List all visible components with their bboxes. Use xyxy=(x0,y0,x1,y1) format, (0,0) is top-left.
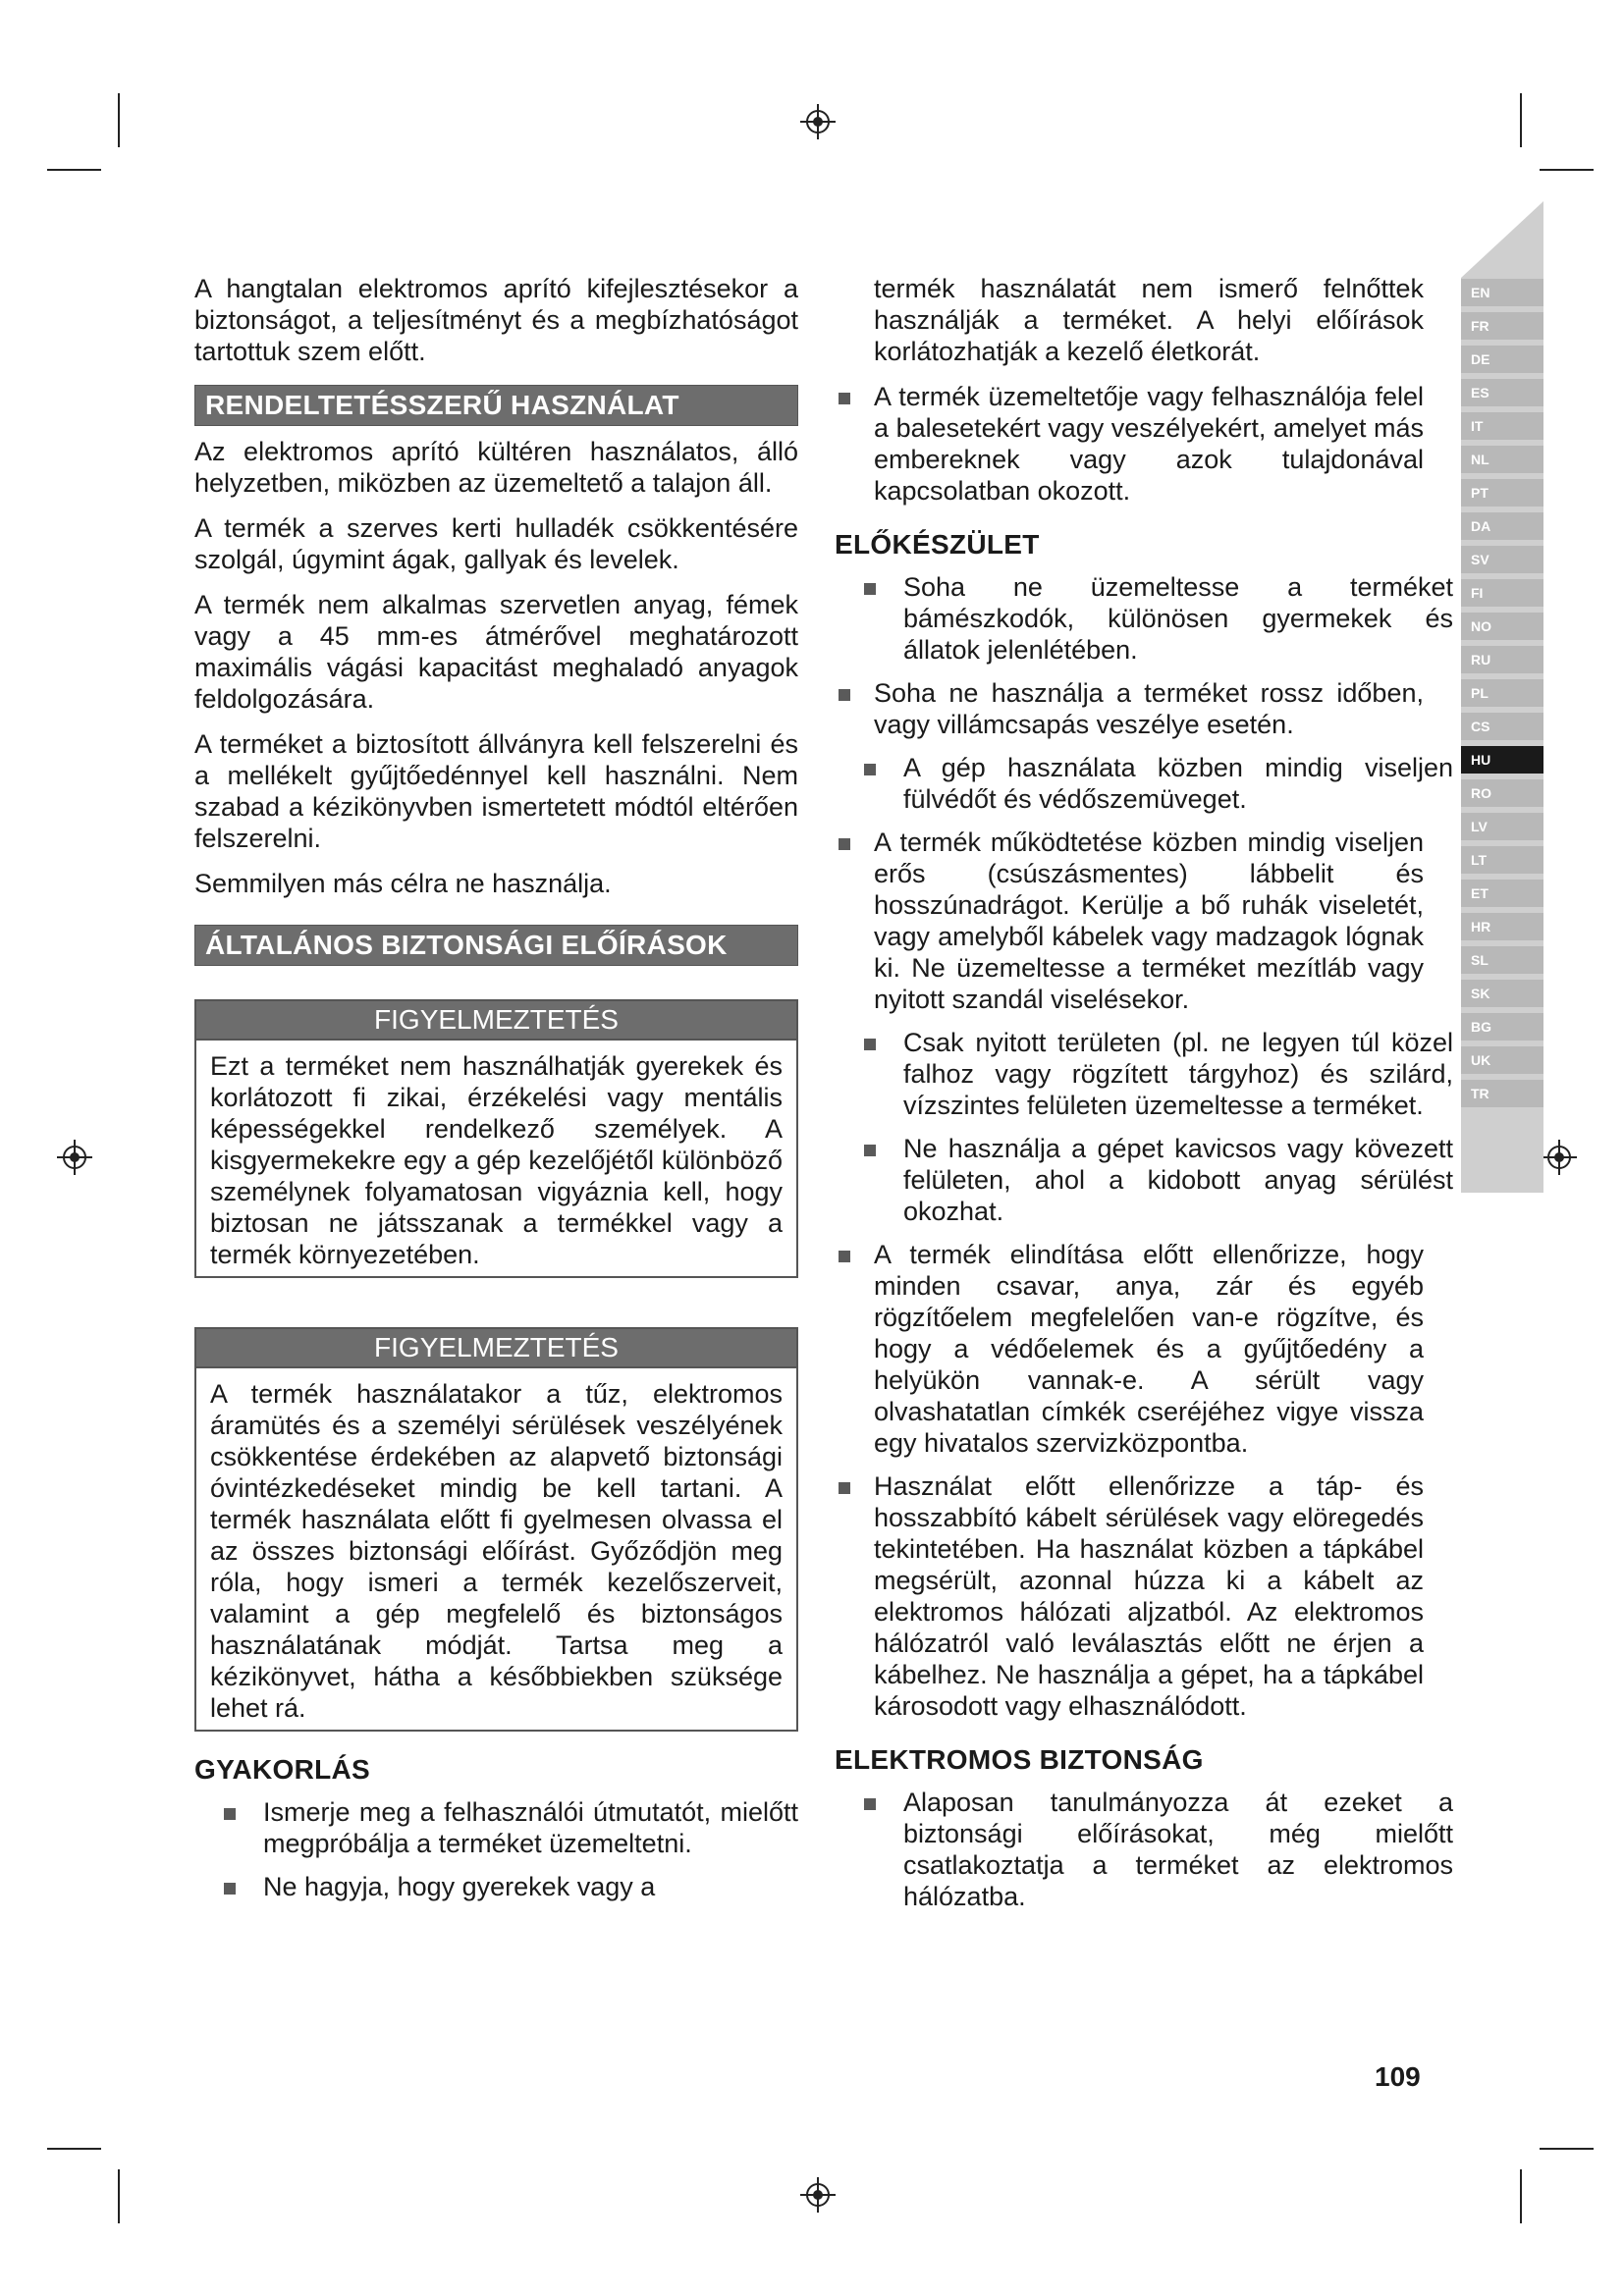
list-item: Csak nyitott területen (pl. ne legyen túl közel falhoz vagy rögzített tárgyhoz) és szilárd, vízszintes felületen üzemeltesse a terméket. xyxy=(864,1027,1453,1121)
language-tab-pt[interactable]: PT xyxy=(1461,479,1543,507)
registration-mark-icon xyxy=(57,1140,92,1175)
language-tab-sk[interactable]: SK xyxy=(1461,980,1543,1007)
section-title-preparation: ELŐKÉSZÜLET xyxy=(835,529,1040,560)
paragraph: A terméket a biztosított állványra kell felszerelni és a mellékelt gyűjtőedénnyel kell használni. Nem szabad a kézikönyvben ismertetett módtól eltérően felszerelni. xyxy=(194,729,798,853)
warning-text: A termék használatakor a tűz, elektromos áramütés és a személyi sérülések veszélyének csökkentése érdekében az alapvető biztonsági óvintézkedéseket mindig be kell tartani. A termék használata előtt fi gyelmesen olvassa el az összes biztonsági előírást. Győződjön meg róla, hogy ismeri a termék kezelőszerveit, valamint a gép megfelelő és biztonságos használatának módját. Tartsa meg a kézikönyvet, hátha a későbbiekben szüksége lehet rá. xyxy=(210,1379,783,1723)
list-item: A termék elindítása előtt ellenőrizze, hogy minden csavar, anya, zár és egyéb rögzítőelem megfelelően van-e rögzítve, és hogy a védőelemek és a gyűjtőedény a helyükön vannak-e. A sérült vagy olvashatatlan címkék cseréjéhez vigye vissza egy hivatalos szervizközpontba. xyxy=(835,1239,1424,1459)
registration-mark-icon xyxy=(800,104,836,139)
paragraph: A termék a szerves kerti hulladék csökkentésére szolgál, úgymint ágak, gallyak és levelek. xyxy=(194,513,798,574)
list-item: A termék működtetése közben mindig viseljen erős (csúszásmentes) lábbelit és hosszúnadrágot. Kerülje a bő ruhák viseletét, vagy amelyből kábelek vagy madzagok lógnak ki. Ne üzemeltesse a terméket mezítláb vagy nyitott szandál viselésekor. xyxy=(835,827,1424,1015)
bullet-icon xyxy=(864,583,876,595)
paragraph: Az elektromos aprító kültéren használatos, álló helyzetben, miközben az üzemeltető a talajon áll. xyxy=(194,437,798,498)
list-item: Ne használja a gépet kavicsos vagy kövezett felületen, ahol a kidobott anyag sérülést okozhat. xyxy=(864,1133,1453,1227)
list-item: Használat előtt ellenőrizze a táp- és hosszabbító kábelt sérülések vagy elöregedés tekintetében. Ha használat közben a tápkábel megsérült, azonnal húzza ki a kábelt az elektromos hálózati aljzatból. Az elektromos hálózatról való leválasztás előtt ne érjen a kábelhez. Ne használja a gépet, ha a tápkábel károsodott vagy elhasználódott. xyxy=(835,1470,1424,1722)
language-tab-en[interactable]: EN xyxy=(1461,279,1543,306)
language-tab-cs[interactable]: CS xyxy=(1461,713,1543,740)
language-tab-bg[interactable]: BG xyxy=(1461,1013,1543,1041)
warning-box xyxy=(194,999,798,1278)
crop-mark xyxy=(1520,93,1522,147)
language-tab-uk[interactable]: UK xyxy=(1461,1046,1543,1074)
bullet-icon xyxy=(864,1798,876,1810)
list-item: Soha ne üzemeltesse a terméket bámészkodók, különösen gyermekek és állatok jelenlétében. xyxy=(864,571,1453,666)
list-item: Ne hagyja, hogy gyerekek vagy a xyxy=(224,1871,798,1902)
language-tab-fi[interactable]: FI xyxy=(1461,579,1543,607)
crop-mark xyxy=(1520,2169,1522,2223)
bullet-icon xyxy=(839,393,850,404)
bullet-icon xyxy=(864,1145,876,1156)
bullet-icon xyxy=(839,1482,850,1494)
bullet-icon xyxy=(839,689,850,701)
language-tab-pl[interactable]: PL xyxy=(1461,679,1543,707)
bullet-icon xyxy=(864,1039,876,1050)
language-tab-sl[interactable]: SL xyxy=(1461,946,1543,974)
warning-text: Ezt a terméket nem használhatják gyerekek és korlátozott fi zikai, érzékelési vagy mentális képességekkel rendelkező személyek. A kisgyermekekre egy a gép kezelőjétől különböző személynek folyamatosan vigyáznia kell, hogy biztosan ne játsszanak a termékkel vagy a termék környezetében. xyxy=(210,1051,783,1269)
bullet-icon xyxy=(224,1808,236,1820)
right-column xyxy=(835,273,1463,1924)
bullet-icon xyxy=(864,764,876,775)
list-item: A gép használata közben mindig viseljen fülvédőt és védőszemüveget. xyxy=(864,752,1453,815)
intro-text: A hangtalan elektromos aprító kifejlesztésekor a biztonságot, a teljesítményt és a megbízhatóságot tartottuk szem előtt. xyxy=(194,274,798,366)
crop-mark xyxy=(47,169,101,171)
language-tabs xyxy=(1461,279,1543,1113)
language-tab-lt[interactable]: LT xyxy=(1461,846,1543,874)
language-tab-it[interactable]: IT xyxy=(1461,412,1543,440)
continued-text: termék használatát nem ismerő felnőttek használják a terméket. A helyi előírások korlátozhatják a kezelő életkorát. xyxy=(874,274,1424,366)
language-tab-sv[interactable]: SV xyxy=(1461,546,1543,573)
section-title-electrical-safety: ELEKTROMOS BIZTONSÁG xyxy=(835,1744,1204,1775)
list-item: A termék üzemeltetője vagy felhasználója felel a balesetekért vagy veszélyekért, amelyet más embereknek vagy azok tulajdonával kapcsolatban okozott. xyxy=(835,381,1424,507)
warning-title: FIGYELMEZTETÉS xyxy=(196,1001,796,1041)
language-tab-da[interactable]: DA xyxy=(1461,512,1543,540)
section-title-intended-use: RENDELTETÉSSZERŰ HASZNÁLAT xyxy=(194,385,798,426)
list-item: Soha ne használja a terméket rossz időben, vagy villámcsapás veszélye esetén. xyxy=(835,677,1424,740)
language-tab-lv[interactable]: LV xyxy=(1461,813,1543,840)
language-tab-fr[interactable]: FR xyxy=(1461,312,1543,340)
language-tab-et[interactable]: ET xyxy=(1461,880,1543,907)
paragraph: Semmilyen más célra ne használja. xyxy=(194,869,612,898)
list-item: Ismerje meg a felhasználói útmutatót, mielőtt megpróbálja a terméket üzemeltetni. xyxy=(224,1796,798,1859)
language-tab-es[interactable]: ES xyxy=(1461,379,1543,406)
language-tab-ru[interactable]: RU xyxy=(1461,646,1543,673)
crop-mark xyxy=(118,2169,120,2223)
paragraph: A termék nem alkalmas szervetlen anyag, fémek vagy a 45 mm-es átmérővel meghatározott maximális vágási kapacitást meghaladó anyagok feldolgozására. xyxy=(194,590,798,714)
bullet-icon xyxy=(224,1883,236,1895)
crop-mark xyxy=(1540,169,1594,171)
crop-mark xyxy=(1540,2148,1594,2150)
bullet-icon xyxy=(839,838,850,850)
language-tab-tr[interactable]: TR xyxy=(1461,1080,1543,1107)
language-tab-ro[interactable]: RO xyxy=(1461,779,1543,807)
registration-mark-icon xyxy=(800,2177,836,2213)
bullet-icon xyxy=(839,1251,850,1262)
warning-box xyxy=(194,1327,798,1732)
crop-mark xyxy=(118,93,120,147)
language-tab-de[interactable]: DE xyxy=(1461,346,1543,373)
language-tab-hu[interactable]: HU xyxy=(1461,746,1543,774)
left-column xyxy=(194,273,798,1914)
list-item: Alaposan tanulmányozza át ezeket a biztonsági előírásokat, még mielőtt csatlakoztatja a terméket az elektromos hálózatba. xyxy=(864,1787,1453,1912)
section-title-general-safety: ÁLTALÁNOS BIZTONSÁGI ELŐÍRÁSOK xyxy=(194,925,798,966)
warning-title: FIGYELMEZTETÉS xyxy=(196,1329,796,1368)
language-tab-hr[interactable]: HR xyxy=(1461,913,1543,940)
section-title-practice: GYAKORLÁS xyxy=(194,1754,371,1785)
registration-mark-icon xyxy=(1542,1140,1577,1175)
page-number: 109 xyxy=(1375,2061,1421,2092)
language-tab-nl[interactable]: NL xyxy=(1461,446,1543,473)
language-tab-no[interactable]: NO xyxy=(1461,613,1543,640)
crop-mark xyxy=(47,2148,101,2150)
